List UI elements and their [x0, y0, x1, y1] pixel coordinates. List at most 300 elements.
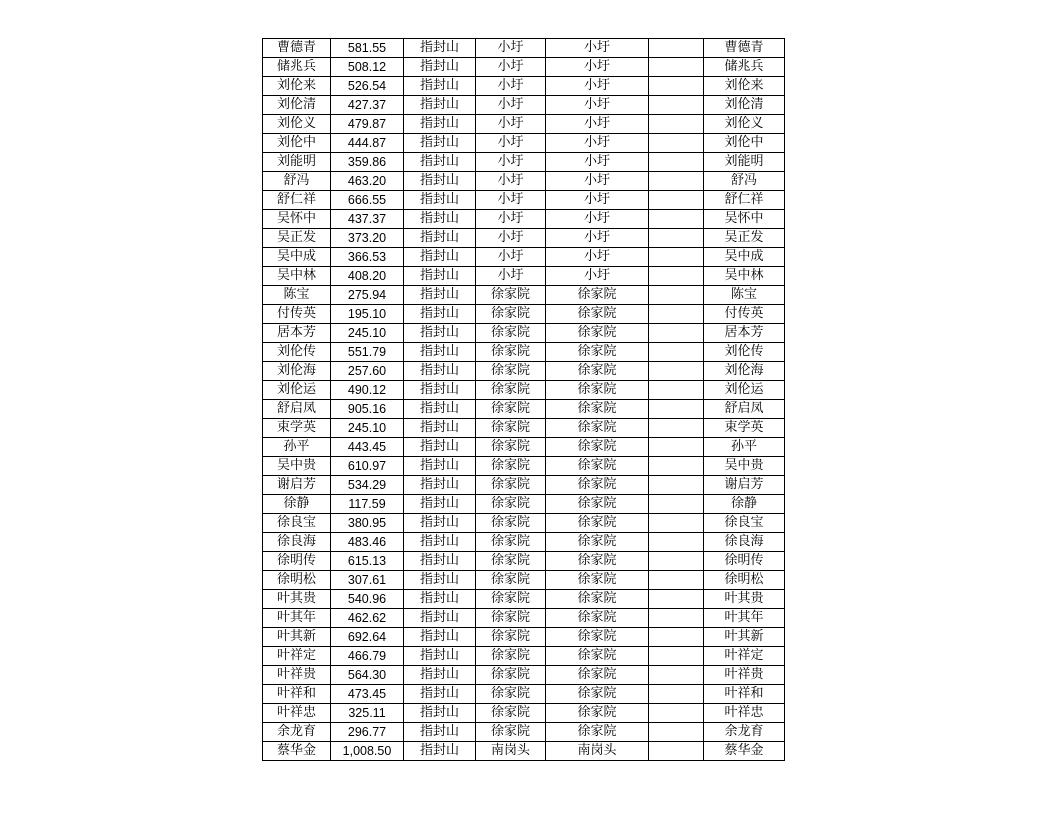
group-cell: 徐家院 — [546, 362, 649, 381]
table-row — [263, 514, 785, 533]
place-cell: 指封山 — [404, 723, 476, 742]
name-cell: 孙平 — [263, 438, 331, 457]
name-cell: 陈宝 — [704, 286, 785, 305]
table-row — [263, 248, 785, 267]
area-cell: 408.20 — [331, 267, 404, 286]
name-cell: 徐明传 — [704, 552, 785, 571]
group-cell: 小圩 — [476, 134, 546, 153]
table-row — [263, 400, 785, 419]
blank-cell — [649, 210, 704, 229]
table-row — [263, 58, 785, 77]
group-cell: 徐家院 — [546, 324, 649, 343]
name-cell: 叶祥忠 — [704, 704, 785, 723]
place-cell: 指封山 — [404, 571, 476, 590]
name-cell: 储兆兵 — [704, 58, 785, 77]
name-cell: 吴正发 — [263, 229, 331, 248]
group-cell: 徐家院 — [476, 685, 546, 704]
group-cell: 南岗头 — [546, 742, 649, 761]
group-cell: 徐家院 — [476, 400, 546, 419]
group-cell: 徐家院 — [476, 666, 546, 685]
group-cell: 徐家院 — [546, 685, 649, 704]
blank-cell — [649, 343, 704, 362]
area-cell: 427.37 — [331, 96, 404, 115]
area-cell: 473.45 — [331, 685, 404, 704]
name-cell: 居本芳 — [704, 324, 785, 343]
group-cell: 小圩 — [476, 77, 546, 96]
group-cell: 徐家院 — [546, 571, 649, 590]
blank-cell — [649, 229, 704, 248]
blank-cell — [649, 324, 704, 343]
table-row — [263, 172, 785, 191]
name-cell: 曹德青 — [263, 39, 331, 58]
name-cell: 束学英 — [704, 419, 785, 438]
place-cell: 指封山 — [404, 229, 476, 248]
area-cell: 564.30 — [331, 666, 404, 685]
area-cell: 466.79 — [331, 647, 404, 666]
group-cell: 徐家院 — [546, 457, 649, 476]
area-cell: 325.11 — [331, 704, 404, 723]
area-cell: 551.79 — [331, 343, 404, 362]
area-cell: 526.54 — [331, 77, 404, 96]
name-cell: 徐明松 — [263, 571, 331, 590]
blank-cell — [649, 96, 704, 115]
name-cell: 吴正发 — [704, 229, 785, 248]
group-cell: 小圩 — [476, 267, 546, 286]
blank-cell — [649, 590, 704, 609]
group-cell: 徐家院 — [476, 476, 546, 495]
name-cell: 束学英 — [263, 419, 331, 438]
blank-cell — [649, 476, 704, 495]
table-row — [263, 381, 785, 400]
group-cell: 小圩 — [546, 191, 649, 210]
name-cell: 刘伦义 — [263, 115, 331, 134]
table-row — [263, 609, 785, 628]
blank-cell — [649, 457, 704, 476]
name-cell: 刘伦运 — [704, 381, 785, 400]
place-cell: 指封山 — [404, 647, 476, 666]
group-cell: 小圩 — [476, 96, 546, 115]
area-cell: 437.37 — [331, 210, 404, 229]
group-cell: 徐家院 — [546, 609, 649, 628]
place-cell: 指封山 — [404, 39, 476, 58]
group-cell: 徐家院 — [546, 419, 649, 438]
place-cell: 指封山 — [404, 286, 476, 305]
area-cell: 275.94 — [331, 286, 404, 305]
place-cell: 指封山 — [404, 172, 476, 191]
area-cell: 508.12 — [331, 58, 404, 77]
blank-cell — [649, 628, 704, 647]
group-cell: 徐家院 — [546, 666, 649, 685]
blank-cell — [649, 704, 704, 723]
name-cell: 刘伦来 — [263, 77, 331, 96]
place-cell: 指封山 — [404, 495, 476, 514]
data-table — [262, 38, 785, 761]
name-cell: 叶其新 — [704, 628, 785, 647]
table-body — [263, 39, 785, 761]
name-cell: 付传英 — [704, 305, 785, 324]
place-cell: 指封山 — [404, 324, 476, 343]
group-cell: 徐家院 — [546, 381, 649, 400]
place-cell: 指封山 — [404, 533, 476, 552]
blank-cell — [649, 362, 704, 381]
group-cell: 徐家院 — [546, 723, 649, 742]
place-cell: 指封山 — [404, 742, 476, 761]
area-cell: 443.45 — [331, 438, 404, 457]
table-row — [263, 704, 785, 723]
group-cell: 徐家院 — [546, 514, 649, 533]
table-row — [263, 210, 785, 229]
name-cell: 吴中成 — [704, 248, 785, 267]
name-cell: 刘伦传 — [263, 343, 331, 362]
name-cell: 刘伦清 — [704, 96, 785, 115]
table-row — [263, 96, 785, 115]
table-row — [263, 495, 785, 514]
blank-cell — [649, 571, 704, 590]
group-cell: 徐家院 — [476, 457, 546, 476]
area-cell: 307.61 — [331, 571, 404, 590]
table-row — [263, 115, 785, 134]
table-row — [263, 666, 785, 685]
group-cell: 徐家院 — [476, 704, 546, 723]
group-cell: 徐家院 — [476, 305, 546, 324]
group-cell: 小圩 — [476, 248, 546, 267]
area-cell: 366.53 — [331, 248, 404, 267]
name-cell: 徐静 — [704, 495, 785, 514]
group-cell: 小圩 — [546, 248, 649, 267]
place-cell: 指封山 — [404, 476, 476, 495]
table-row — [263, 229, 785, 248]
group-cell: 小圩 — [546, 115, 649, 134]
name-cell: 舒仁祥 — [704, 191, 785, 210]
area-cell: 1,008.50 — [331, 742, 404, 761]
name-cell: 刘伦运 — [263, 381, 331, 400]
name-cell: 徐静 — [263, 495, 331, 514]
group-cell: 徐家院 — [476, 495, 546, 514]
group-cell: 徐家院 — [476, 552, 546, 571]
area-cell: 463.20 — [331, 172, 404, 191]
group-cell: 小圩 — [546, 267, 649, 286]
name-cell: 吴中贵 — [263, 457, 331, 476]
name-cell: 蔡华金 — [263, 742, 331, 761]
group-cell: 徐家院 — [546, 590, 649, 609]
place-cell: 指封山 — [404, 685, 476, 704]
name-cell: 吴怀中 — [704, 210, 785, 229]
name-cell: 叶其贵 — [704, 590, 785, 609]
table-row — [263, 438, 785, 457]
name-cell: 叶其新 — [263, 628, 331, 647]
name-cell: 吴中林 — [263, 267, 331, 286]
table-row — [263, 647, 785, 666]
group-cell: 徐家院 — [546, 438, 649, 457]
name-cell: 储兆兵 — [263, 58, 331, 77]
table-row — [263, 590, 785, 609]
table-row — [263, 362, 785, 381]
area-cell: 245.10 — [331, 419, 404, 438]
name-cell: 吴中林 — [704, 267, 785, 286]
place-cell: 指封山 — [404, 267, 476, 286]
group-cell: 徐家院 — [476, 381, 546, 400]
group-cell: 小圩 — [546, 134, 649, 153]
name-cell: 徐明松 — [704, 571, 785, 590]
blank-cell — [649, 647, 704, 666]
place-cell: 指封山 — [404, 666, 476, 685]
blank-cell — [649, 115, 704, 134]
name-cell: 叶其年 — [263, 609, 331, 628]
place-cell: 指封山 — [404, 419, 476, 438]
place-cell: 指封山 — [404, 628, 476, 647]
group-cell: 徐家院 — [546, 400, 649, 419]
table-row — [263, 191, 785, 210]
table-row — [263, 533, 785, 552]
place-cell: 指封山 — [404, 191, 476, 210]
blank-cell — [649, 286, 704, 305]
table-row — [263, 267, 785, 286]
place-cell: 指封山 — [404, 153, 476, 172]
table-row — [263, 419, 785, 438]
table-row — [263, 343, 785, 362]
place-cell: 指封山 — [404, 96, 476, 115]
table-row — [263, 457, 785, 476]
group-cell: 小圩 — [546, 153, 649, 172]
name-cell: 刘能明 — [704, 153, 785, 172]
name-cell: 叶祥忠 — [263, 704, 331, 723]
group-cell: 小圩 — [476, 115, 546, 134]
blank-cell — [649, 400, 704, 419]
group-cell: 小圩 — [546, 58, 649, 77]
group-cell: 徐家院 — [476, 324, 546, 343]
area-cell: 905.16 — [331, 400, 404, 419]
blank-cell — [649, 77, 704, 96]
name-cell: 刘伦中 — [263, 134, 331, 153]
group-cell: 徐家院 — [476, 514, 546, 533]
group-cell: 小圩 — [546, 172, 649, 191]
name-cell: 余龙育 — [263, 723, 331, 742]
group-cell: 徐家院 — [546, 495, 649, 514]
group-cell: 徐家院 — [476, 286, 546, 305]
area-cell: 373.20 — [331, 229, 404, 248]
blank-cell — [649, 723, 704, 742]
group-cell: 小圩 — [476, 39, 546, 58]
group-cell: 徐家院 — [546, 305, 649, 324]
name-cell: 刘伦来 — [704, 77, 785, 96]
area-cell: 195.10 — [331, 305, 404, 324]
place-cell: 指封山 — [404, 457, 476, 476]
area-cell: 483.46 — [331, 533, 404, 552]
blank-cell — [649, 267, 704, 286]
name-cell: 刘伦义 — [704, 115, 785, 134]
table-row — [263, 723, 785, 742]
blank-cell — [649, 438, 704, 457]
name-cell: 叶祥定 — [704, 647, 785, 666]
group-cell: 徐家院 — [546, 343, 649, 362]
name-cell: 刘伦中 — [704, 134, 785, 153]
place-cell: 指封山 — [404, 305, 476, 324]
place-cell: 指封山 — [404, 400, 476, 419]
name-cell: 徐良宝 — [263, 514, 331, 533]
name-cell: 舒启凤 — [704, 400, 785, 419]
group-cell: 小圩 — [476, 229, 546, 248]
name-cell: 余龙育 — [704, 723, 785, 742]
group-cell: 徐家院 — [476, 647, 546, 666]
group-cell: 徐家院 — [546, 286, 649, 305]
name-cell: 谢启芳 — [263, 476, 331, 495]
name-cell: 舒启凤 — [263, 400, 331, 419]
name-cell: 刘能明 — [263, 153, 331, 172]
name-cell: 徐良海 — [263, 533, 331, 552]
name-cell: 刘伦海 — [263, 362, 331, 381]
group-cell: 小圩 — [546, 210, 649, 229]
blank-cell — [649, 533, 704, 552]
name-cell: 蔡华金 — [704, 742, 785, 761]
blank-cell — [649, 609, 704, 628]
group-cell: 徐家院 — [546, 628, 649, 647]
place-cell: 指封山 — [404, 77, 476, 96]
area-cell: 479.87 — [331, 115, 404, 134]
area-cell: 615.13 — [331, 552, 404, 571]
area-cell: 581.55 — [331, 39, 404, 58]
group-cell: 小圩 — [476, 58, 546, 77]
name-cell: 徐明传 — [263, 552, 331, 571]
name-cell: 曹德青 — [704, 39, 785, 58]
group-cell: 小圩 — [476, 153, 546, 172]
blank-cell — [649, 381, 704, 400]
name-cell: 吴中成 — [263, 248, 331, 267]
name-cell: 陈宝 — [263, 286, 331, 305]
blank-cell — [649, 248, 704, 267]
place-cell: 指封山 — [404, 704, 476, 723]
place-cell: 指封山 — [404, 381, 476, 400]
blank-cell — [649, 419, 704, 438]
name-cell: 刘伦清 — [263, 96, 331, 115]
area-cell: 245.10 — [331, 324, 404, 343]
name-cell: 谢启芳 — [704, 476, 785, 495]
group-cell: 徐家院 — [476, 628, 546, 647]
name-cell: 舒仁祥 — [263, 191, 331, 210]
name-cell: 徐良海 — [704, 533, 785, 552]
blank-cell — [649, 685, 704, 704]
area-cell: 117.59 — [331, 495, 404, 514]
name-cell: 居本芳 — [263, 324, 331, 343]
group-cell: 徐家院 — [546, 476, 649, 495]
name-cell: 刘伦传 — [704, 343, 785, 362]
table-row — [263, 286, 785, 305]
table-row — [263, 552, 785, 571]
table-row — [263, 39, 785, 58]
blank-cell — [649, 552, 704, 571]
area-cell: 257.60 — [331, 362, 404, 381]
group-cell: 南岗头 — [476, 742, 546, 761]
area-cell: 380.95 — [331, 514, 404, 533]
blank-cell — [649, 305, 704, 324]
group-cell: 徐家院 — [476, 419, 546, 438]
area-cell: 462.62 — [331, 609, 404, 628]
group-cell: 小圩 — [546, 229, 649, 248]
table-row — [263, 685, 785, 704]
name-cell: 叶祥贵 — [263, 666, 331, 685]
name-cell: 舒冯 — [263, 172, 331, 191]
name-cell: 叶祥和 — [263, 685, 331, 704]
group-cell: 小圩 — [476, 210, 546, 229]
place-cell: 指封山 — [404, 343, 476, 362]
group-cell: 徐家院 — [476, 571, 546, 590]
table-row — [263, 324, 785, 343]
group-cell: 徐家院 — [476, 362, 546, 381]
name-cell: 刘伦海 — [704, 362, 785, 381]
group-cell: 徐家院 — [476, 343, 546, 362]
name-cell: 孙平 — [704, 438, 785, 457]
blank-cell — [649, 666, 704, 685]
group-cell: 徐家院 — [476, 438, 546, 457]
place-cell: 指封山 — [404, 362, 476, 381]
place-cell: 指封山 — [404, 134, 476, 153]
area-cell: 296.77 — [331, 723, 404, 742]
group-cell: 徐家院 — [546, 647, 649, 666]
table-row — [263, 476, 785, 495]
name-cell: 叶其年 — [704, 609, 785, 628]
blank-cell — [649, 58, 704, 77]
place-cell: 指封山 — [404, 58, 476, 77]
group-cell: 徐家院 — [546, 552, 649, 571]
blank-cell — [649, 742, 704, 761]
table-row — [263, 571, 785, 590]
group-cell: 小圩 — [546, 96, 649, 115]
table-row — [263, 77, 785, 96]
group-cell: 小圩 — [476, 172, 546, 191]
group-cell: 小圩 — [476, 191, 546, 210]
blank-cell — [649, 514, 704, 533]
name-cell: 吴中贵 — [704, 457, 785, 476]
group-cell: 徐家院 — [476, 609, 546, 628]
blank-cell — [649, 39, 704, 58]
area-cell: 610.97 — [331, 457, 404, 476]
area-cell: 666.55 — [331, 191, 404, 210]
group-cell: 徐家院 — [546, 704, 649, 723]
blank-cell — [649, 134, 704, 153]
area-cell: 490.12 — [331, 381, 404, 400]
table-row — [263, 305, 785, 324]
group-cell: 徐家院 — [476, 723, 546, 742]
group-cell: 徐家院 — [546, 533, 649, 552]
blank-cell — [649, 153, 704, 172]
name-cell: 徐良宝 — [704, 514, 785, 533]
place-cell: 指封山 — [404, 210, 476, 229]
area-cell: 444.87 — [331, 134, 404, 153]
place-cell: 指封山 — [404, 248, 476, 267]
area-cell: 540.96 — [331, 590, 404, 609]
name-cell: 舒冯 — [704, 172, 785, 191]
table-row — [263, 153, 785, 172]
table-row — [263, 742, 785, 761]
place-cell: 指封山 — [404, 552, 476, 571]
place-cell: 指封山 — [404, 438, 476, 457]
table-row — [263, 134, 785, 153]
name-cell: 吴怀中 — [263, 210, 331, 229]
place-cell: 指封山 — [404, 115, 476, 134]
group-cell: 小圩 — [546, 39, 649, 58]
name-cell: 叶祥和 — [704, 685, 785, 704]
name-cell: 叶其贵 — [263, 590, 331, 609]
name-cell: 叶祥贵 — [704, 666, 785, 685]
area-cell: 692.64 — [331, 628, 404, 647]
blank-cell — [649, 172, 704, 191]
place-cell: 指封山 — [404, 590, 476, 609]
place-cell: 指封山 — [404, 609, 476, 628]
place-cell: 指封山 — [404, 514, 476, 533]
area-cell: 534.29 — [331, 476, 404, 495]
table-row — [263, 628, 785, 647]
group-cell: 小圩 — [546, 77, 649, 96]
blank-cell — [649, 191, 704, 210]
